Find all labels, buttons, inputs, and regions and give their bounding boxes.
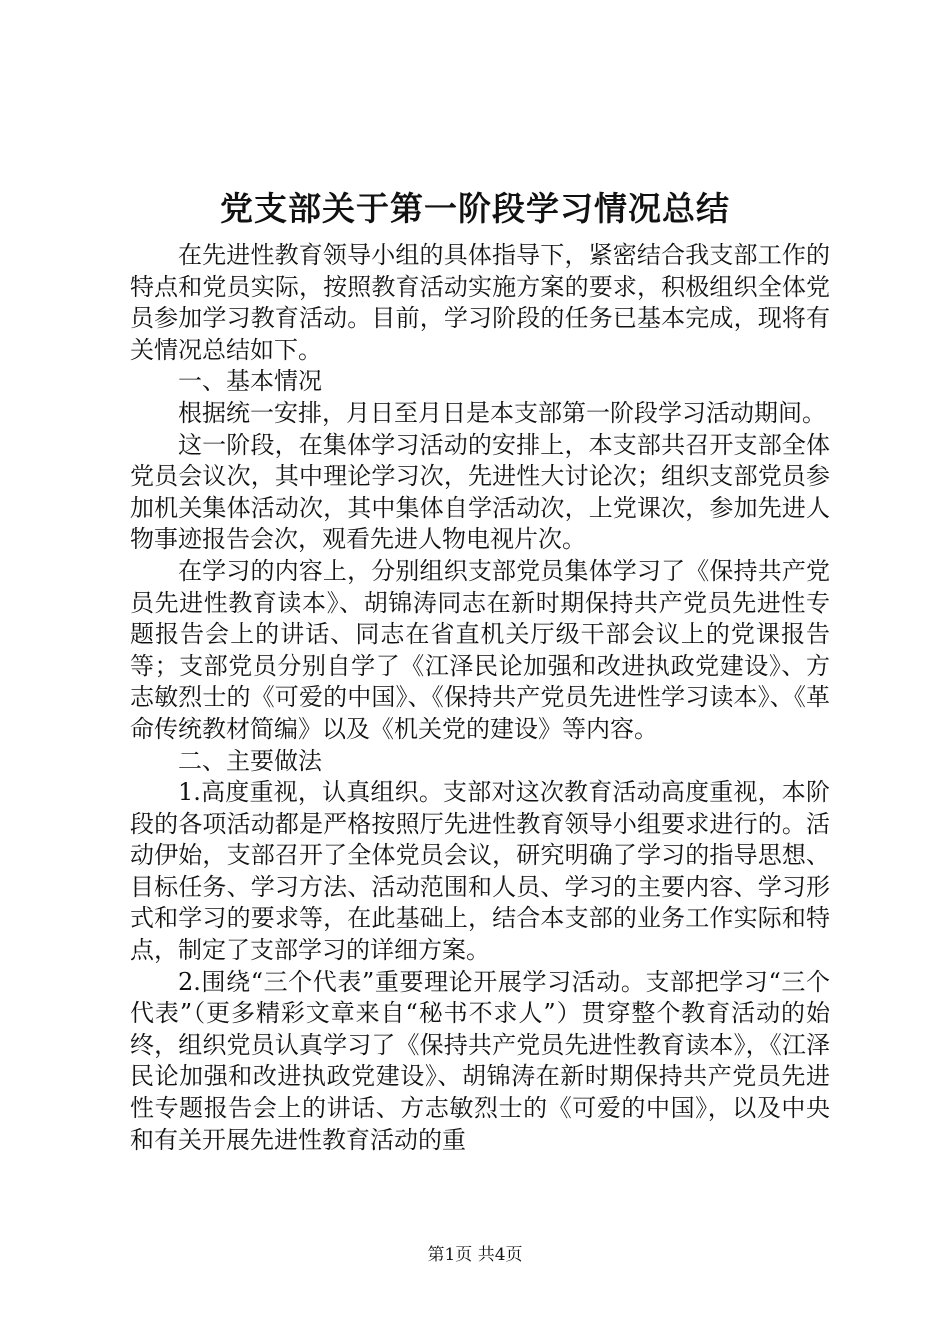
- paragraph-content: 在学习的内容上，分别组织支部党员集体学习了《保持共产党员先进性教育读本》、胡锦涛同志在新时期保持共产党员先进性专题报告会上的讲话、同志在省直机关厅级干部会议上的党课报告等；支部党员分别自学了《江泽民论加强和改进执政党建设》、方志敏烈士的《可爱的中国》、《保持共产党员先进性学习读本》、《革命传统教材简编》以及《机关党的建设》等内容。: [130, 556, 830, 743]
- paragraph-schedule: 根据统一安排，月日至月日是本支部第一阶段学习活动期间。: [178, 398, 826, 427]
- document-body: [130, 240, 830, 1156]
- page-footer: 第1页 共4页: [427, 1245, 523, 1265]
- paragraph-method-2: 2.围绕“三个代表”重要理论开展学习活动。支部把学习“三个代表”（更多精彩文章来自“秘书不求人”）贯穿整个教育活动的始终，组织党员认真学习了《保持共产党员先进性教育读本》，《江泽民论加强和改进执政党建设》、胡锦涛在新时期保持共产党员先进性专题报告会上的讲话、方志敏烈士的《可爱的中国》，以及中央和有关开展先进性教育活动的重: [130, 967, 830, 1154]
- intro-paragraph: 在先进性教育领导小组的具体指导下，紧密结合我支部工作的特点和党员实际，按照教育活动实施方案的要求，积极组织全体党员参加学习教育活动。目前，学习阶段的任务已基本完成，现将有关情况总结如下。: [130, 241, 830, 364]
- document-title: 党支部关于第一阶段学习情况总结: [220, 189, 730, 228]
- paragraph-method-1: 1.高度重视，认真组织。支部对这次教育活动高度重视，本阶段的各项活动都是严格按照厅先进性教育领导小组要求进行的。活动伊始，支部召开了全体党员会议，研究明确了学习的指导思想、目标任务、学习方法、活动范围和人员、学习的主要内容、学习形式和学习的要求等，在此基础上，结合本支部的业务工作实际和特点，制定了支部学习的详细方案。: [130, 778, 830, 965]
- section-heading-basic: 一、基本情况: [178, 367, 322, 396]
- section-heading-methods: 二、主要做法: [178, 746, 322, 775]
- paragraph-activities: 这一阶段，在集体学习活动的安排上，本支部共召开支部全体党员会议次，其中理论学习次，先进性大讨论次；组织支部党员参加机关集体活动次，其中集体自学活动次，上党课次，参加先进人物事迹报告会次，观看先进人物电视片次。: [130, 430, 830, 554]
